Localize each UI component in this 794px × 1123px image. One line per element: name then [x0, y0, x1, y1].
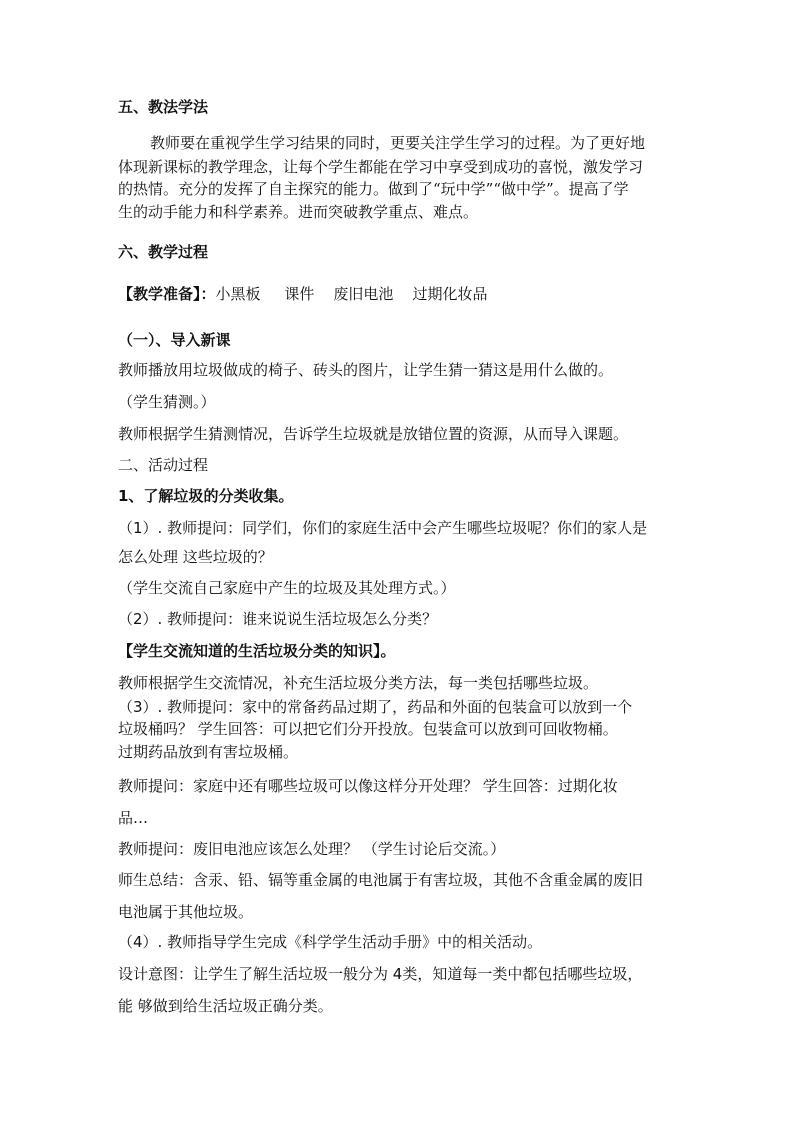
text-line: （学生交流自己家庭中产生的垃圾及其处理方式。）	[118, 579, 456, 597]
preparation-label: 【教学准备】：	[118, 285, 216, 303]
subheading-activity-process: 二、活动过程	[118, 456, 209, 474]
text-line: 教师播放用垃圾做成的椅子、砖头的图片，让学生猜一猜这是用什么做的。	[118, 361, 614, 379]
text-line: 师生总结：含汞、铅、镉等重金属的电池属于有害垃圾，其他不含重金属的废旧	[118, 871, 644, 889]
text-line: （4）. 教师指导学生完成《科学学生活动手册》中的相关活动。	[118, 933, 543, 951]
section-heading-teaching-methods: 五、教法学法	[118, 98, 209, 116]
preparation-items: 小黑板 课件 废旧电池 过期化妆品	[215, 285, 488, 303]
paragraph-line: 教师要在重视学生学习结果的同时，更要关注学生学习的过程。为了更好地	[150, 134, 646, 152]
text-line: 能 够做到给生活垃圾正确分类。	[118, 997, 333, 1015]
section-heading-teaching-process: 六、教学过程	[118, 243, 209, 261]
paragraph-line: 生的动手能力和科学素养。进而突破教学重点、难点。	[118, 203, 479, 221]
text-line: （1）. 教师提问：同学们，你们的家庭生活中会产生哪些垃圾呢？你们的家人是	[118, 519, 648, 537]
text-line: 设计意图：让学生了解生活垃圾一般分为 4类，知道每一类中都包括哪些垃圾，	[118, 965, 643, 983]
text-line: 教师提问：家庭中还有哪些垃圾可以像这样分开处理？ 学生回答：过期化妆	[118, 777, 618, 795]
paragraph-line: 体现新课标的教学理念，让每个学生都能在学习中享受到成功的喜悦，激发学习	[118, 158, 644, 176]
paragraph-line: 的热情。充分的发挥了自主探究的能力。做到了“玩中学”“做中学”。提高了学	[118, 180, 629, 198]
text-line: 过期药品放到有害垃圾桶。	[118, 743, 299, 761]
text-line: （学生猜测。）	[118, 393, 216, 411]
text-line: 教师根据学生猜测情况，告诉学生垃圾就是放错位置的资源，从而导入课题。	[118, 425, 629, 443]
text-line: 电池属于其他垃圾。	[118, 903, 254, 921]
subheading-introduction: （一）、导入新课	[118, 331, 231, 349]
subheading-garbage-sorting: 1、了解垃圾的分类收集。	[118, 487, 294, 505]
text-line: 怎么处理 这些垃圾的？	[118, 548, 273, 566]
text-line: （2）. 教师提问：谁来说说生活垃圾怎么分类？	[118, 610, 438, 628]
text-line: 教师提问：废旧电池应该怎么处理？ （学生讨论后交流。）	[118, 840, 506, 858]
text-line-bold: 【学生交流知道的生活垃圾分类的知识】。	[118, 642, 396, 660]
text-line: 教师根据学生交流情况，补充生活垃圾分类方法，每一类包括哪些垃圾。	[118, 674, 599, 692]
text-line: （3）. 教师提问：家中的常备药品过期了，药品和外面的包装盒可以放到一个	[118, 698, 633, 716]
text-line: 垃圾桶吗？ 学生回答：可以把它们分开投放。包装盒可以放到可回收物桶。	[118, 720, 618, 738]
text-line: 品…	[118, 809, 149, 827]
teaching-preparation	[118, 287, 488, 302]
